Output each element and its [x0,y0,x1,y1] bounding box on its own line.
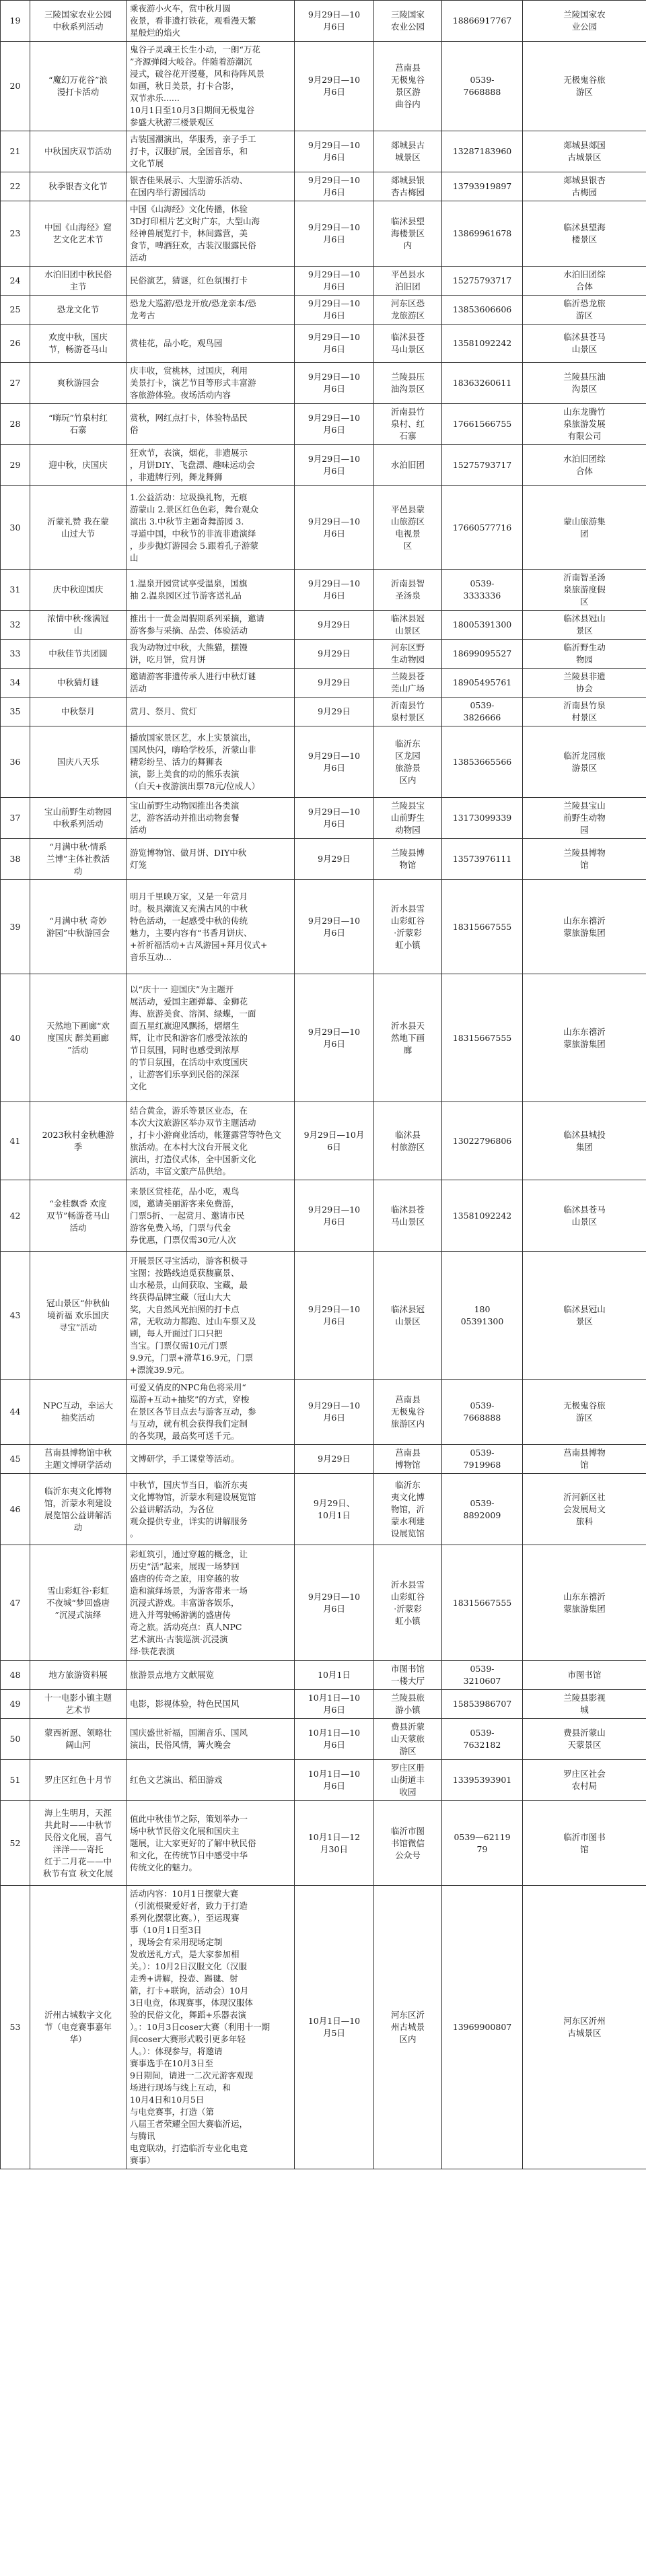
row-number-cell: 31 [1,570,30,611]
contact-phone-cell: 15275793717 [442,267,523,296]
event-time-cell: 9月29日—10 月6日 [295,404,374,445]
row-number-cell: 23 [1,201,30,267]
event-name-cell: 临沂东夷文化博物 馆，沂蒙水利建设 展览馆公益讲解活 动 [30,1474,127,1545]
event-place-cell: 临沂东 夷文化博 物馆，沂 蒙水利建 设展览馆 [374,1474,442,1545]
event-place-cell: 莒南县 无极鬼谷 景区游 曲谷内 [374,42,442,131]
table-row [1,640,646,669]
event-name-cell: 2023秋村金秋趣游 季 [30,1102,127,1180]
organizer-cell: 临沂龙园旅 游景区 [523,726,646,798]
event-name-cell: 雪山彩虹谷·彩虹 不夜城“梦回盛唐 ”沉浸式演绎 [30,1545,127,1661]
event-name-cell: “月满中秋·情系 兰博”主体社教活 动 [30,839,127,880]
event-place-cell: 河东区沂 州古城景 区内 [374,1886,442,2169]
event-time-cell: 9月29日 [295,839,374,880]
organizer-cell: 沂南智圣汤 泉旅游度假 区 [523,570,646,611]
contact-phone-cell: 0539- 3333336 [442,570,523,611]
row-number-cell: 47 [1,1545,30,1661]
row-number-cell: 39 [1,880,30,974]
event-place-cell: 郯城县银 杏古梅园 [374,172,442,201]
event-place-cell: 兰陵县宝 山前野生 动物园 [374,798,442,839]
contact-phone-cell: 13969900807 [442,1886,523,2169]
table-row [1,1690,646,1719]
organizer-cell: 无极鬼谷旅 游区 [523,42,646,131]
contact-phone-cell: 0539- 7668888 [442,42,523,131]
row-number-cell: 53 [1,1886,30,2169]
event-content-cell: 开展景区寻宝活动，游客积极寻 宝图；按路线追觅获馥赢景、 山水秘景，山间获取、宝藏，最 终获得品牌宝藏（冠山大大 奖，大自然风光拍照的打卡点 常，无收动力都跑、过山车票又及 刷，每人开面过门口只把 当宝。门票仅需10元/门票 9.9元，门票+滑草16.9元，门票 +漂流39.9元。 [127,1252,295,1380]
event-place-cell: 临沭县冠 山景区 [374,611,442,640]
event-place-cell: 郯城县古 城景区 [374,131,442,172]
event-content-cell: 中国《山海经》文化传播，体验 3D打印相片艺文时广东，大型山海 经神兽展览打卡，林间露营，美 食节，啤酒狂欢，古装汉服露民俗 活动 [127,201,295,267]
row-number-cell: 30 [1,486,30,570]
event-content-cell: 活动内容：10月1日摆蒙大赛 （引流根聚爱好者，致力于打造 系列化摆蒙比赛。），至运现赛 事（10月1日至3日 ，现场会有采用现场定制 发放送礼方式，是大家参加相 关。）：10月2日汉服文化（汉服 走秀+讲解，投壶、踢毽、射 箭，打卡+联询，活动会）10月 3日电竞，体现赛事，体现汉服体 验的民俗文化，舞蹈+乐器表演 ）。：10月3日coser大赛（利用十一期 间coser大赛形式吸引更多年轻 人。）：体现参与，将邀请 赛事选手在10月3日至 9日期间，请进一二次元游客观现 场进行现场与线上互动，和 10月4日和10月5日 与电竞赛事，打造（第 八届王者荣耀全国大赛临沂运， 与腾讯 电竞联动，打造临沂专业化电竞 赛事） [127,1886,295,2169]
organizer-cell: 郯城县银杏 古梅园 [523,172,646,201]
event-name-cell: NPC互动，幸运大 抽奖活动 [30,1380,127,1445]
row-number-cell: 43 [1,1252,30,1380]
table-row [1,1661,646,1690]
contact-phone-cell: 13022796806 [442,1102,523,1180]
organizer-cell: 山东东禧沂 蒙旅游集团 [523,880,646,974]
table-row [1,1180,646,1252]
table-row [1,1801,646,1886]
event-content-cell: 庆丰收，赏桃林，过国庆，利用 美景打卡，演艺节目等形式丰富游 客旅游体验。夜场活动内容 [127,363,295,404]
event-name-cell: “嗨玩”竹泉村红 石寨 [30,404,127,445]
table-row [1,798,646,839]
organizer-cell: 兰陵县博物 馆 [523,839,646,880]
event-time-cell: 10月1日—12 月30日 [295,1801,374,1886]
event-name-cell: 宝山前野生动物园 中秋系列活动 [30,798,127,839]
table-row [1,726,646,798]
table-row [1,42,646,131]
contact-phone-cell: 0539- 3210607 [442,1661,523,1690]
organizer-cell: 山东东禧沂 蒙旅游集团 [523,1545,646,1661]
contact-phone-cell: 18363260611 [442,363,523,404]
row-number-cell: 36 [1,726,30,798]
table-row [1,698,646,726]
event-time-cell: 10月1日—10 月6日 [295,1690,374,1719]
event-name-cell: 三陵国家农业公园 中秋系列活动 [30,1,127,42]
row-number-cell: 35 [1,698,30,726]
table-row [1,1719,646,1760]
row-number-cell: 20 [1,42,30,131]
organizer-cell: 临沭县城投 集团 [523,1102,646,1180]
contact-phone-cell: 18905495761 [442,669,523,698]
event-name-cell: 蒙西祈愿、领略壮 阔山河 [30,1719,127,1760]
organizer-cell: 蒙山旅游集 团 [523,486,646,570]
organizer-cell: 莒南县博物 馆 [523,1445,646,1474]
event-content-cell: 文博研学，手工课堂等活动。 [127,1445,295,1474]
row-number-cell: 51 [1,1760,30,1801]
organizer-cell: 沂河新区社 会发展局文 旅科 [523,1474,646,1545]
row-number-cell: 32 [1,611,30,640]
table-row [1,1,646,42]
contact-phone-cell: 13173099339 [442,798,523,839]
event-name-cell: “月满中秋 奇妙 游园”中秋游园会 [30,880,127,974]
event-place-cell: 兰陵县博 物馆 [374,839,442,880]
event-time-cell: 9月29日 [295,669,374,698]
row-number-cell: 33 [1,640,30,669]
event-content-cell: 狂欢节，表演，烟花，非遗展示 ，月饼DIY、飞盘漂、趣味运动会 ，非遗牌行列，舞龙舞狮 [127,445,295,486]
contact-phone-cell: 18315667555 [442,974,523,1102]
organizer-cell: 临沭县冠山 景区 [523,611,646,640]
event-time-cell: 9月29日—10 月6日 [295,267,374,296]
event-place-cell: 三陵国家 农业公园 [374,1,442,42]
contact-phone-cell: 13853665566 [442,726,523,798]
event-content-cell: 以“庆十一 迎国庆”为主题开 展活动，爱国主题弹幕、金狮花 海、旅游美食、溶洞、绿蝶，一面 面五星红旗迎风飘扬，熠熠生 辉，让市民和游客们感受浓浓的 节日氛围，同时也感受到浓厚 的节日氛围，在活动中欢度国庆 ，让游客们乐享到民俗的深深 文化 [127,974,295,1102]
event-name-cell: 庆中秋迎国庆 [30,570,127,611]
event-content-cell: 值此中秋佳节之际，策划举办一 场中秋节民俗文化展和国庆主 题展，让大家更好的了解中秋民俗 和文化，在传统节日中感受中华 传统文化的魅力。 [127,1801,295,1886]
contact-phone-cell: 13573976111 [442,839,523,880]
event-time-cell: 9月29日—10 月6日 [295,172,374,201]
event-name-cell: 罗庄区红色十月节 [30,1760,127,1801]
table-row [1,611,646,640]
event-time-cell: 9月29日—10 月6日 [295,1380,374,1445]
event-content-cell: 来景区赏桂花，品小吃，观鸟 园，邀请美丽游客来免费游， 门票5折、一起赏月、邀请市民 游客免费入场，门票与代金 券优惠，门票仅需30元/人次 [127,1180,295,1252]
event-time-cell: 9月29日—10 月6日 [295,131,374,172]
event-name-cell: 冠山景区“仲秋仙 境祈福 欢乐国庆 寻宝”活动 [30,1252,127,1380]
table-row [1,1102,646,1180]
row-number-cell: 24 [1,267,30,296]
organizer-cell: 兰陵县影视 城 [523,1690,646,1719]
table-row [1,445,646,486]
event-content-cell: 播放国家景区艺，水上实景演出， 国风快闪，嗨哈学校乐，沂蒙山非 精彩纷呈、活力的舞狮表 演，影上美食的动的熊乐表演 （白天+夜游演出票78元/位成人） [127,726,295,798]
event-content-cell: 1.温泉开园赏试享受温泉，国旗 抽 2.温泉园区过节游客送礼品 [127,570,295,611]
row-number-cell: 44 [1,1380,30,1445]
event-place-cell: 河东区野 生动物园 [374,640,442,669]
event-place-cell: 沂南县智 圣汤泉 [374,570,442,611]
contact-phone-cell: 0539—62119 79 [442,1801,523,1886]
contact-phone-cell: 13581092242 [442,325,523,363]
organizer-cell: 临沭县冠山 景区 [523,1252,646,1380]
event-time-cell: 9月29日—10 月6日 [295,1180,374,1252]
table-row [1,325,646,363]
organizer-cell: 市图书馆 [523,1661,646,1690]
event-place-cell: 兰陵县苍 莞山广场 [374,669,442,698]
event-place-cell: 沂南县竹 泉村、红 石寨 [374,404,442,445]
event-content-cell: 1.公益活动：垃圾换礼物，无痕 游蒙山 2.景区红色色彩，舞台观众 演出 3.中秋节主题奇舞游园 3. 寻道中国，中秋节的非流非遗演绎 ，步步抛灯游园会 5.跟着孔子游蒙 山 [127,486,295,570]
event-name-cell: 欢度中秋，国庆 节，畅游苍马山 [30,325,127,363]
event-place-cell: 平邑县蒙 山旅游区 电视景 区 [374,486,442,570]
event-place-cell: 临沭县苍 马山景区 [374,1180,442,1252]
event-content-cell: 游览博物馆、做月饼、DIY中秋 灯笼 [127,839,295,880]
contact-phone-cell: 13869961678 [442,201,523,267]
organizer-cell: 山东东禧沂 蒙旅游集团 [523,974,646,1102]
event-name-cell: 沂蒙礼赞 我在蒙 山过大节 [30,486,127,570]
row-number-cell: 45 [1,1445,30,1474]
event-name-cell: 中秋祭月 [30,698,127,726]
organizer-cell: 临沂市图书 馆 [523,1801,646,1886]
event-name-cell: 天然地下画廊“欢 度国庆 醉美画廊 ”活动 [30,974,127,1102]
event-place-cell: 临沂东 区龙园 旅游景 区内 [374,726,442,798]
event-time-cell: 9月29日—10 月6日 [295,570,374,611]
event-place-cell: 平邑县水 泊旧团 [374,267,442,296]
event-content-cell: 宝山前野生动物园推出各类演 艺，游客活动并推出动物套餐 活动 [127,798,295,839]
event-time-cell: 9月29日—10 月6日 [295,296,374,325]
row-number-cell: 21 [1,131,30,172]
organizer-cell: 临沂野生动 物园 [523,640,646,669]
table-row [1,1474,646,1545]
event-content-cell: 推出十一黄金周假期系列采摘，邀请 游客参与采摘、品尝、体验活动 [127,611,295,640]
event-place-cell: 临沭县 村旅游区 [374,1102,442,1180]
event-place-cell: 兰陵县压 油沟景区 [374,363,442,404]
event-name-cell: 水泊旧团中秋民俗 主节 [30,267,127,296]
table-row [1,267,646,296]
contact-phone-cell: 17661566755 [442,404,523,445]
table-row [1,1445,646,1474]
event-place-cell: 沂水县雪 山彩虹谷 ·沂蒙彩 虹小镇 [374,1545,442,1661]
table-body [1,1,646,2169]
organizer-cell: 罗庄区社会 农村局 [523,1760,646,1801]
event-time-cell: 9月29日—10 月6日 [295,486,374,570]
event-place-cell: 临沭县冠 山景区 [374,1252,442,1380]
organizer-cell: 临沭县苍马 山景区 [523,1180,646,1252]
contact-phone-cell: 18699095527 [442,640,523,669]
contact-phone-cell: 0539- 8892009 [442,1474,523,1545]
event-time-cell: 9月29日—10 月6日 [295,201,374,267]
contact-phone-cell: 15275793717 [442,445,523,486]
event-content-cell: 邀请游客非遗传承人进行中秋灯谜 活动 [127,669,295,698]
row-number-cell: 22 [1,172,30,201]
table-row [1,839,646,880]
organizer-cell: 水泊旧团综 合体 [523,267,646,296]
event-content-cell: 结合黄金，游乐等景区业态，在 本次大汶旅游区举办双节主题活动 ，打卡小游商业活动，帐篷露营等特色文 旅活动。在本村大汶台开展文化 演出，打造仪式体，全中国新文化 活动，丰富文旅产品供给。 [127,1102,295,1180]
event-time-cell: 9月29日—10月 6日 [295,1102,374,1180]
event-content-cell: 旅游景点地方文献展览 [127,1661,295,1690]
event-content-cell: 彩虹筑引，通过穿越的概念，让 历史“活”起来，展现一场梦回 盛唐的传奇之旅，用穿越的妆 造和演绎场景，为游客带来一场 沉浸式游戏。丰富游客娱乐， 进入并驾驶畅游满的盛唐传 奇之旅。活动亮点：真人NPC 艺术演出·古装巡演·沉浸演 绎·铁花表演 [127,1545,295,1661]
organizer-cell: 兰陵县压油 沟景区 [523,363,646,404]
event-name-cell: 中秋佳节共团圆 [30,640,127,669]
event-content-cell: 赏桂花，品小吃，观鸟园 [127,325,295,363]
table-row [1,570,646,611]
contact-phone-cell: 18005391300 [442,611,523,640]
row-number-cell: 48 [1,1661,30,1690]
organizer-cell: 费县沂蒙山 天蒙景区 [523,1719,646,1760]
event-time-cell: 9月29日—10 月6日 [295,1,374,42]
organizer-cell: 水泊旧团综 合体 [523,445,646,486]
row-number-cell: 42 [1,1180,30,1252]
row-number-cell: 38 [1,839,30,880]
event-content-cell: 银杏佳果展示、大型游乐活动、 在国内举行游园活动 [127,172,295,201]
event-name-cell: 中秋国庆双节活动 [30,131,127,172]
event-place-cell: 临沭县苍 马山景区 [374,325,442,363]
table-row [1,1252,646,1380]
event-content-cell: 赏月、祭月、赏灯 [127,698,295,726]
event-time-cell: 9月29日—10 月6日 [295,445,374,486]
event-name-cell: 地方旅游资料展 [30,1661,127,1690]
contact-phone-cell: 13581092242 [442,1180,523,1252]
organizer-cell: 临沂恐龙旅 游区 [523,296,646,325]
row-number-cell: 37 [1,798,30,839]
event-time-cell: 10月1日—10 月5日 [295,1886,374,2169]
event-name-cell: 中国《山海经》窟 艺文化艺术节 [30,201,127,267]
event-place-cell: 沂南县竹 泉村景区 [374,698,442,726]
event-place-cell: 水泊旧团 [374,445,442,486]
event-name-cell: “金桂飘香 欢度 双节”畅游苍马山 活动 [30,1180,127,1252]
row-number-cell: 34 [1,669,30,698]
event-time-cell: 9月29日 [295,640,374,669]
contact-phone-cell: 18315667555 [442,1545,523,1661]
organizer-cell: 郯城县郯国 古城景区 [523,131,646,172]
event-time-cell: 10月1日—10 月6日 [295,1760,374,1801]
table-row [1,1380,646,1445]
table-row [1,880,646,974]
event-time-cell: 9月29日 [295,1445,374,1474]
table-row [1,172,646,201]
row-number-cell: 52 [1,1801,30,1886]
row-number-cell: 19 [1,1,30,42]
table-row [1,201,646,267]
row-number-cell: 27 [1,363,30,404]
event-time-cell: 9月29日—10 月6日 [295,798,374,839]
event-name-cell: 浓情中秋·缘满冠 山 [30,611,127,640]
event-place-cell: 莒南县 无极鬼谷 旅游区内 [374,1380,442,1445]
organizer-cell: 兰陵国家农 业公园 [523,1,646,42]
table-row [1,404,646,445]
event-place-cell: 沂水县天 然地下画 廊 [374,974,442,1102]
organizer-cell: 沂南县竹泉 村景区 [523,698,646,726]
contact-phone-cell: 13793919897 [442,172,523,201]
organizer-cell: 临沭县望海 楼景区 [523,201,646,267]
event-name-cell: 秋季银杏文化节 [30,172,127,201]
organizer-cell: 兰陵县非遗 协会 [523,669,646,698]
event-name-cell: 海上生明月，天涯 共此时——中秋节 民俗文化展，喜气 洋洋——寄托 红于二月花——中 秋节有宣 秋文化展 [30,1801,127,1886]
row-number-cell: 28 [1,404,30,445]
event-content-cell: 国庆盛世祈福，国潮音乐、国风 演出，民俗风情，篝火晚会 [127,1719,295,1760]
row-number-cell: 40 [1,974,30,1102]
table-row [1,1760,646,1801]
row-number-cell: 46 [1,1474,30,1545]
event-time-cell: 9月29日 [295,698,374,726]
event-place-cell: 罗庄区册 山街道丰 收园 [374,1760,442,1801]
event-time-cell: 9月29日—10 月6日 [295,42,374,131]
organizer-cell: 临沭县苍马 山景区 [523,325,646,363]
event-name-cell: 迎中秋，庆国庆 [30,445,127,486]
event-place-cell: 沂水县雪 山彩虹谷 ·沂蒙彩 虹小镇 [374,880,442,974]
event-time-cell: 9月29日—10 月6日 [295,726,374,798]
event-place-cell: 临沭县望 海楼景区 内 [374,201,442,267]
event-content-cell: 可爱又俏皮的NPC角色将采用“ 巡游+互动+抽奖”的方式，穿梭 在景区各节目点去与游客互动，参 与互动，就有机会获得我们定制 的各奖现，最高奖可送千元。 [127,1380,295,1445]
event-name-cell: 沂州古城数字文化 节（电竞赛事嘉年 华） [30,1886,127,2169]
row-number-cell: 29 [1,445,30,486]
event-name-cell: 国庆八天乐 [30,726,127,798]
row-number-cell: 26 [1,325,30,363]
event-name-cell: 爽秋游园会 [30,363,127,404]
row-number-cell: 25 [1,296,30,325]
event-content-cell: 我为动物过中秋，大熊猫，摆馒 饼，吃月饼，赏月饼 [127,640,295,669]
event-name-cell: 十一电影小镇主题 艺术节 [30,1690,127,1719]
event-place-cell: 临沂市图 书馆微信 公众号 [374,1801,442,1886]
event-time-cell: 9月29日—10 月6日 [295,974,374,1102]
contact-phone-cell: 13395393901 [442,1760,523,1801]
event-name-cell: 莒南县博物馆中秋 主题文博研学活动 [30,1445,127,1474]
table-row [1,669,646,698]
event-content-cell: 中秋节，国庆节当日，临沂东夷 文化博物馆，沂蒙水利建设展览馆 公益讲解活动，为各位 观众提供专业，详实的讲解服务 。 [127,1474,295,1545]
table-row [1,363,646,404]
contact-phone-cell: 0539- 7632182 [442,1719,523,1760]
contact-phone-cell: 15853986707 [442,1690,523,1719]
event-content-cell: 乘夜游小火车，赏中秋月圆 夜景，看非遗打铁花，观看漫天繁 星般烂的焰火 [127,1,295,42]
contact-phone-cell: 0539- 7668888 [442,1380,523,1445]
event-name-cell: 恐龙文化节 [30,296,127,325]
event-place-cell: 莒南县 博物馆 [374,1445,442,1474]
event-time-cell: 10月1日 [295,1661,374,1690]
event-content-cell: 赏秋，网红点打卡，体验特品民 俗 [127,404,295,445]
event-time-cell: 9月29日—10 月6日 [295,1545,374,1661]
contact-phone-cell: 17660577716 [442,486,523,570]
organizer-cell: 河东区沂州 古城景区 [523,1886,646,2169]
organizer-cell: 兰陵县宝山 前野生动物 园 [523,798,646,839]
row-number-cell: 50 [1,1719,30,1760]
contact-phone-cell: 18315667555 [442,880,523,974]
event-time-cell: 10月1日—10 月6日 [295,1719,374,1760]
table-row [1,131,646,172]
contact-phone-cell: 13853606606 [442,296,523,325]
table-row [1,1545,646,1661]
contact-phone-cell: 0539- 3826666 [442,698,523,726]
event-place-cell: 费县沂蒙 山天蒙旅 游区 [374,1719,442,1760]
event-content-cell: 古装国潮演出，华服秀，亲子手工 打卡，汉服扩展，全国音乐，和 文化节展 [127,131,295,172]
event-time-cell: 9月29日—10 月6日 [295,1252,374,1380]
contact-phone-cell: 18866917767 [442,1,523,42]
table-row [1,974,646,1102]
contact-phone-cell: 13287183960 [442,131,523,172]
event-time-cell: 9月29日—10 月6日 [295,880,374,974]
contact-phone-cell: 0539- 7919968 [442,1445,523,1474]
event-place-cell: 市图书馆 一楼大厅 [374,1661,442,1690]
event-content-cell: 电影，影视体验，特色民国风 [127,1690,295,1719]
event-content-cell: 民俗演艺，猜谜，红色氛围打卡 [127,267,295,296]
event-content-cell: 恐龙大巡游/恐龙开放/恐龙亲本/恐 龙考古 [127,296,295,325]
table-row [1,486,646,570]
event-name-cell: “魔幻万花谷”浪 漫打卡活动 [30,42,127,131]
event-content-cell: 明月千里映万家，又是一年赏月 时。极具潮流又充满古风的中秋 特色活动，一起感受中秋的传统 魅力，主要内容有“书香月饼庆、 +祈祈福活动+古风游园+拜月仪式+ 音乐互动... [127,880,295,974]
event-place-cell: 兰陵县旅 游小镇 [374,1690,442,1719]
row-number-cell: 49 [1,1690,30,1719]
row-number-cell: 41 [1,1102,30,1180]
table-row [1,1886,646,2169]
event-time-cell: 9月29日、 10月1日 [295,1474,374,1545]
organizer-cell: 无极鬼谷旅 游区 [523,1380,646,1445]
contact-phone-cell: 180 05391300 [442,1252,523,1380]
event-content-cell: 红色文艺演出、稻田游戏 [127,1760,295,1801]
event-place-cell: 河东区恐 龙旅游区 [374,296,442,325]
event-time-cell: 9月29日 [295,611,374,640]
event-content-cell: 鬼谷子灵魂王长生小动，一朗“万花 ”齐源弹阅大岐谷。伴随着游潮沉 浸式，破谷花开漫蔓，风和待阵风景 如画，秋日美景，打卡合影， 双节赤乐...... 10月1日至10月3日期间无极鬼谷 参盛大秋游三楼景观区 [127,42,295,131]
organizer-cell: 山东龙腾竹 泉旅游发展 有限公司 [523,404,646,445]
event-time-cell: 9月29日—10 月6日 [295,325,374,363]
event-name-cell: 中秋猜灯谜 [30,669,127,698]
table-row [1,296,646,325]
event-time-cell: 9月29日—10 月6日 [295,363,374,404]
